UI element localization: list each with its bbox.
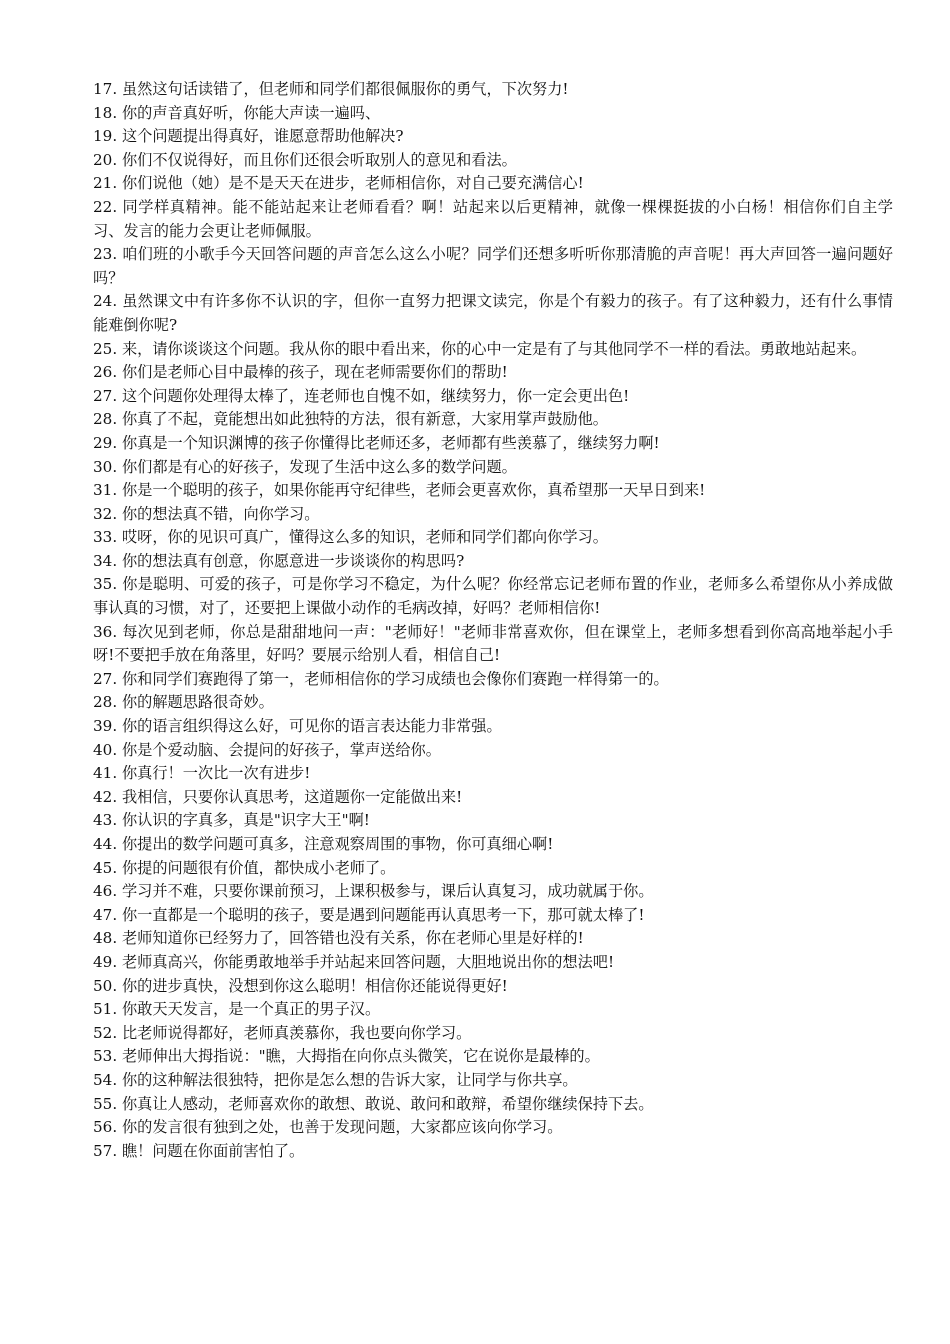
list-item: 25. 来，请你谈谈这个问题。我从你的眼中看出来，你的心中一定是有了与其他同学不一样的看法。勇敢地站起来。 xyxy=(93,339,867,358)
list-item: 26. 你们是老师心目中最棒的孩子，现在老师需要你们的帮助! xyxy=(93,363,508,382)
list-item: 31. 你是一个聪明的孩子，如果你能再守纪律些，老师会更喜欢你，真希望那一天早日到来! xyxy=(93,481,706,500)
list-item: 29. 你真是一个知识渊博的孩子你懂得比老师还多，老师都有些羡慕了，继续努力啊! xyxy=(93,433,660,452)
list-item: 40. 你是个爱动脑、会提问的好孩子，掌声送给你。 xyxy=(93,740,441,759)
list-item: 22. 同学样真精神。能不能站起来让老师看看？啊！站起来以后更精神，就像一棵棵挺拔的小白杨！相信你们自主学习、发言的能力会更让老师佩服。 xyxy=(93,197,893,240)
list-item: 51. 你敢天天发言，是一个真正的男子汉。 xyxy=(93,1000,381,1019)
list-item: 46. 学习并不难，只要你课前预习，上课积极参与，课后认真复习，成功就属于你。 xyxy=(93,882,654,901)
list-item: 27. 你和同学们赛跑得了第一，老师相信你的学习成绩也会像你们赛跑一样得第一的。 xyxy=(93,669,669,688)
list-item: 39. 你的语言组织得这么好，可见你的语言表达能力非常强。 xyxy=(93,717,502,736)
list-item: 28. 你真了不起，竟能想出如此独特的方法，很有新意，大家用掌声鼓励他。 xyxy=(93,410,608,429)
list-item: 53. 老师伸出大拇指说："瞧，大拇指在向你点头微笑，它在说你是最棒的。 xyxy=(93,1047,600,1066)
list-item: 55. 你真让人感动，老师喜欢你的敢想、敢说、敢问和敢辩，希望你继续保持下去。 xyxy=(93,1094,654,1113)
list-item: 49. 老师真高兴，你能勇敢地举手并站起来回答问题，大胆地说出你的想法吧! xyxy=(93,952,615,971)
list-item: 32. 你的想法真不错，向你学习。 xyxy=(93,504,320,523)
list-item: 42. 我相信，只要你认真思考，这道题你一定能做出来! xyxy=(93,787,463,806)
list-item: 54. 你的这种解法很独特，把你是怎么想的告诉大家，让同学与你共享。 xyxy=(93,1070,578,1089)
list-item: 34. 你的想法真有创意，你愿意进一步谈谈你的构思吗? xyxy=(93,551,465,570)
list-item: 41. 你真行！一次比一次有进步! xyxy=(93,764,311,783)
list-item: 56. 你的发言很有独到之处，也善于发现问题，大家都应该向你学习。 xyxy=(93,1118,563,1137)
list-item: 20. 你们不仅说得好，而且你们还很会听取别人的意见和看法。 xyxy=(93,150,517,169)
list-item: 44. 你提出的数学问题可真多，注意观察周围的事物，你可真细心啊! xyxy=(93,835,554,853)
list-item: 43. 你认识的字真多，真是"识字大王"啊! xyxy=(93,811,370,830)
list-item: 33. 哎呀，你的见识可真广，懂得这么多的知识，老师和同学们都向你学习。 xyxy=(93,528,608,547)
document-body xyxy=(93,78,893,1163)
list-item: 45. 你提的问题很有价值，都快成小老师了。 xyxy=(93,858,396,877)
list-item: 23. 咱们班的小歌手今天回答问题的声音怎么这么小呢？同学们还想多听听你那清脆的声音呢！再大声回答一遍问题好吗？ xyxy=(93,245,893,287)
list-item: 19. 这个问题提出得真好，谁愿意帮助他解决? xyxy=(93,127,404,146)
list-item: 28. 你的解题思路很奇妙。 xyxy=(93,693,274,712)
list-item: 36. 每次见到老师，你总是甜甜地问一声："老师好！"老师非常喜欢你，但在课堂上，老师多想看到你高高地举起小手呀!不要把手放在角落里，好吗？要展示给别人看，相信自己! xyxy=(93,622,893,665)
list-item: 24. 虽然课文中有许多你不认识的字，但你一直努力把课文读完，你是个有毅力的孩子。有了这种毅力，还有什么事情能难倒你呢? xyxy=(93,292,893,334)
list-item: 18. 你的声音真好听，你能大声读一遍吗、 xyxy=(93,103,381,122)
list-item: 48. 老师知道你已经努力了，回答错也没有关系，你在老师心里是好样的! xyxy=(93,929,584,948)
list-item: 30. 你们都是有心的好孩子，发现了生活中这么多的数学问题。 xyxy=(93,457,517,476)
list-item: 21. 你们说他（她）是不是天天在进步，老师相信你，对自己要充满信心! xyxy=(93,174,584,193)
list-item: 57. 瞧！问题在你面前害怕了。 xyxy=(93,1141,305,1160)
list-item: 52. 比老师说得都好，老师真羡慕你，我也要向你学习。 xyxy=(93,1023,472,1042)
list-item: 27. 这个问题你处理得太棒了，连老师也自愧不如，继续努力，你一定会更出色! xyxy=(93,386,630,405)
list-item: 35. 你是聪明、可爱的孩子，可是你学习不稳定，为什么呢？你经常忘记老师布置的作业，老师多么希望你从小养成做事认真的习惯，对了，还要把上课做小动作的毛病改掉，好吗？老师相信你! xyxy=(93,575,893,618)
list-item: 17. 虽然这句话读错了，但老师和同学们都很佩服你的勇气，下次努力! xyxy=(93,80,569,98)
list-item: 47. 你一直都是一个聪明的孩子，要是遇到问题能再认真思考一下，那可就太棒了! xyxy=(93,905,645,924)
list-item: 50. 你的进步真快，没想到你这么聪明！相信你还能说得更好! xyxy=(93,976,508,995)
